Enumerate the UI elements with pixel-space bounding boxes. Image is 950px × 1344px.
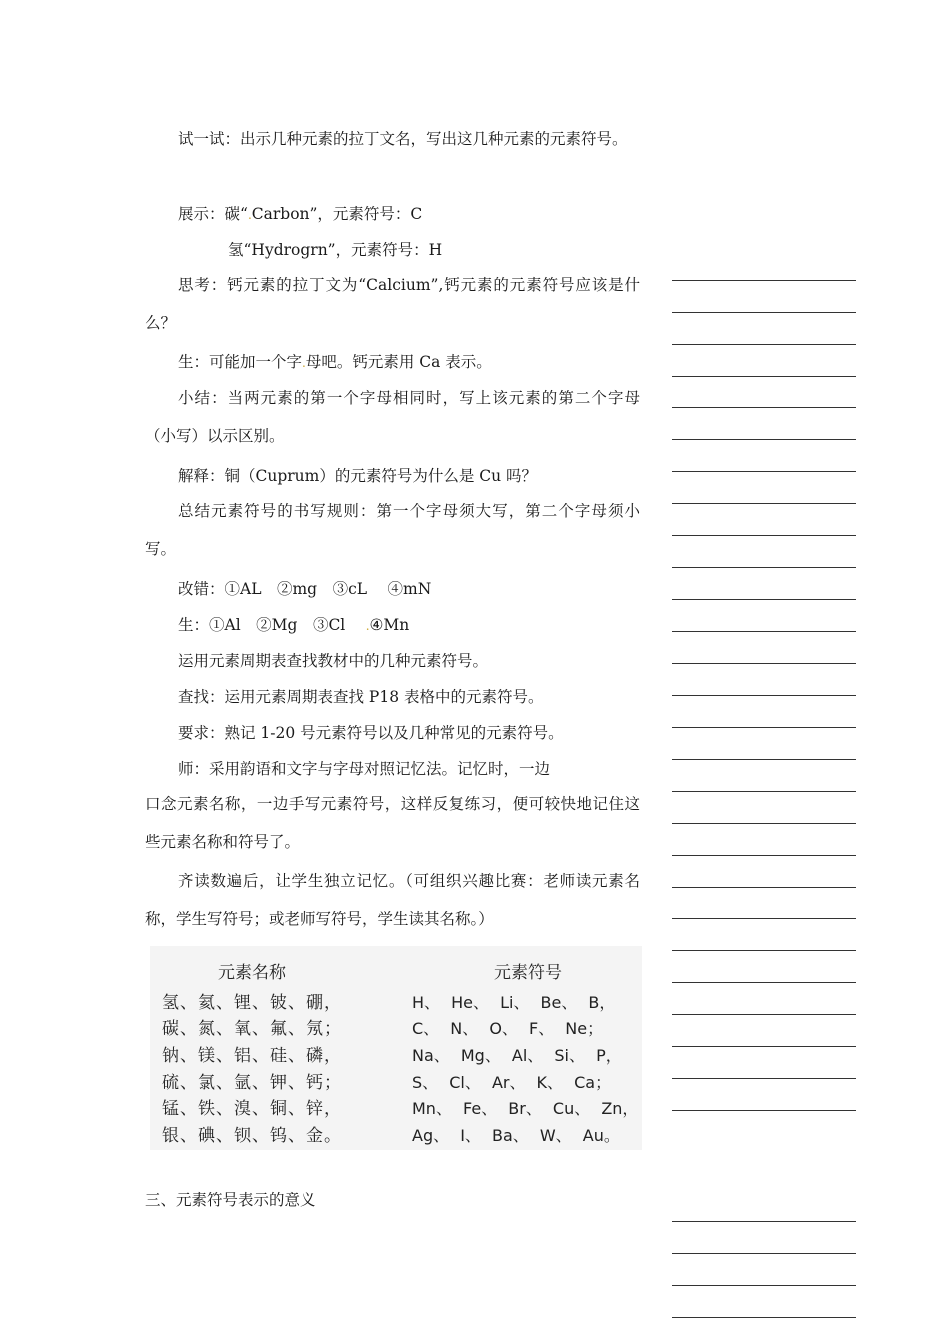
mark-dot: .: [302, 356, 306, 370]
paragraph-read-aloud: 齐读数遍后，让学生独立记忆。（可组织兴趣比赛：老师读元素名称，学生写符号；或老师写符号，学生读其名称。）: [145, 872, 640, 928]
table-row-names: 钠、镁、铝、硅、磷，: [162, 1046, 342, 1066]
paragraph-student-answer: [178, 615, 409, 636]
note-line: [672, 376, 856, 377]
note-line: [672, 727, 856, 728]
student-answer-rest: ④Mn: [369, 616, 410, 634]
table-row-names: 锰、铁、溴、铜、锌，: [162, 1099, 342, 1119]
table-row-names: 碳、氮、氧、氟、氖；: [162, 1019, 342, 1039]
note-line: [672, 663, 856, 664]
section-3-heading: 三、元素符号表示的意义: [145, 1191, 316, 1209]
student-answer-prefix: 生：①Al ②Mg ③Cl: [178, 616, 366, 634]
paragraph-lookup: 查找：运用元素周期表查找 P18 表格中的元素符号。: [178, 688, 544, 706]
paragraph-use-table: 运用元素周期表查找教材中的几种元素符号。: [178, 652, 489, 670]
note-line: [672, 439, 856, 440]
paragraph-explain-copper: 解释：铜（Cuprum）的元素符号为什么是 Cu 吗？: [178, 467, 538, 485]
table-row-symbols: Ag、 I、 Ba、 W、 Au。: [412, 1126, 620, 1145]
table-row-names: 氢、氦、锂、铍、硼，: [162, 993, 342, 1013]
note-line: [672, 791, 856, 792]
note-line: [672, 823, 856, 824]
table-row-names: 银、碘、钡、钨、金。: [162, 1126, 342, 1146]
note-line: [672, 950, 856, 951]
paragraph-show-carbon: [178, 204, 422, 225]
note-line: [672, 918, 856, 919]
note-line: [672, 1253, 856, 1254]
paragraph-correct-errors: 改错：①AL ②mg ③cL ④mN: [178, 580, 432, 598]
table-row-symbols: Mn、 Fe、 Br、 Cu、 Zn，: [412, 1099, 639, 1118]
note-line: [672, 695, 856, 696]
note-line: [672, 1317, 856, 1318]
note-line: [672, 1014, 856, 1015]
note-line: [672, 599, 856, 600]
student-guess-prefix: 生：可能加一个字: [178, 353, 303, 371]
paragraph-requirement: 要求：熟记 1-20 号元素符号以及几种常见的元素符号。: [178, 724, 564, 742]
table-row-symbols: S、 Cl、 Ar、 K、 Ca；: [412, 1073, 612, 1092]
note-line: [672, 1046, 856, 1047]
paragraph-show-hydrogen: 氢“Hydrogrn”，元素符号：H: [228, 241, 443, 259]
note-line: [672, 344, 856, 345]
student-guess-rest: 母吧。钙元素用 Ca 表示。: [305, 353, 492, 371]
note-line: [672, 759, 856, 760]
paragraph-memory-method: 口念元素名称，一边手写元素符号，这样反复练习，便可较快地记住这些元素名称和符号了。: [145, 795, 640, 851]
mark-dot: .: [365, 619, 370, 633]
note-line: [672, 567, 856, 568]
table-header-name: 元素名称: [218, 963, 286, 983]
note-line: [672, 887, 856, 888]
element-table: [150, 946, 642, 1150]
table-row-symbols: H、 He、 Li、 Be、 B，: [412, 993, 616, 1012]
note-line: [672, 280, 856, 281]
show-carbon-prefix: 展示：碳“: [178, 205, 248, 223]
table-header-symbol: 元素符号: [494, 963, 562, 983]
note-line: [672, 1078, 856, 1079]
note-line: [672, 1110, 856, 1111]
note-line: [672, 1221, 856, 1222]
mark-dot: .: [247, 208, 252, 222]
paragraph-student-guess: [178, 352, 492, 373]
paragraph-rules: 总结元素符号的书写规则：第一个字母须大写，第二个字母须小写。: [145, 502, 640, 558]
note-line: [672, 407, 856, 408]
show-carbon-rest: Carbon”，元素符号：C: [251, 205, 423, 223]
note-line: [672, 855, 856, 856]
note-line: [672, 471, 856, 472]
paragraph-summary: 小结：当两元素的第一个字母相同时，写上该元素的第二个字母（小写）以示区别。: [145, 389, 640, 445]
table-row-symbols: C、 N、 O、 F、 Ne；: [412, 1019, 604, 1038]
note-line: [672, 312, 856, 313]
paragraph-try: 试一试：出示几种元素的拉丁文名，写出这几种元素的元素符号。: [178, 130, 628, 148]
note-line: [672, 631, 856, 632]
table-row-symbols: Na、 Mg、 Al、 Si、 P，: [412, 1046, 622, 1065]
paragraph-teacher: 师：采用韵语和文字与字母对照记忆法。记忆时，一边: [178, 760, 551, 778]
paragraph-think-calcium: 思考：钙元素的拉丁文为“Calcium”,钙元素的元素符号应该是什么？: [145, 276, 640, 332]
table-row-names: 硫、氯、氩、钾、钙；: [162, 1073, 342, 1093]
note-line: [672, 503, 856, 504]
note-line: [672, 1285, 856, 1286]
note-line: [672, 982, 856, 983]
note-line: [672, 535, 856, 536]
